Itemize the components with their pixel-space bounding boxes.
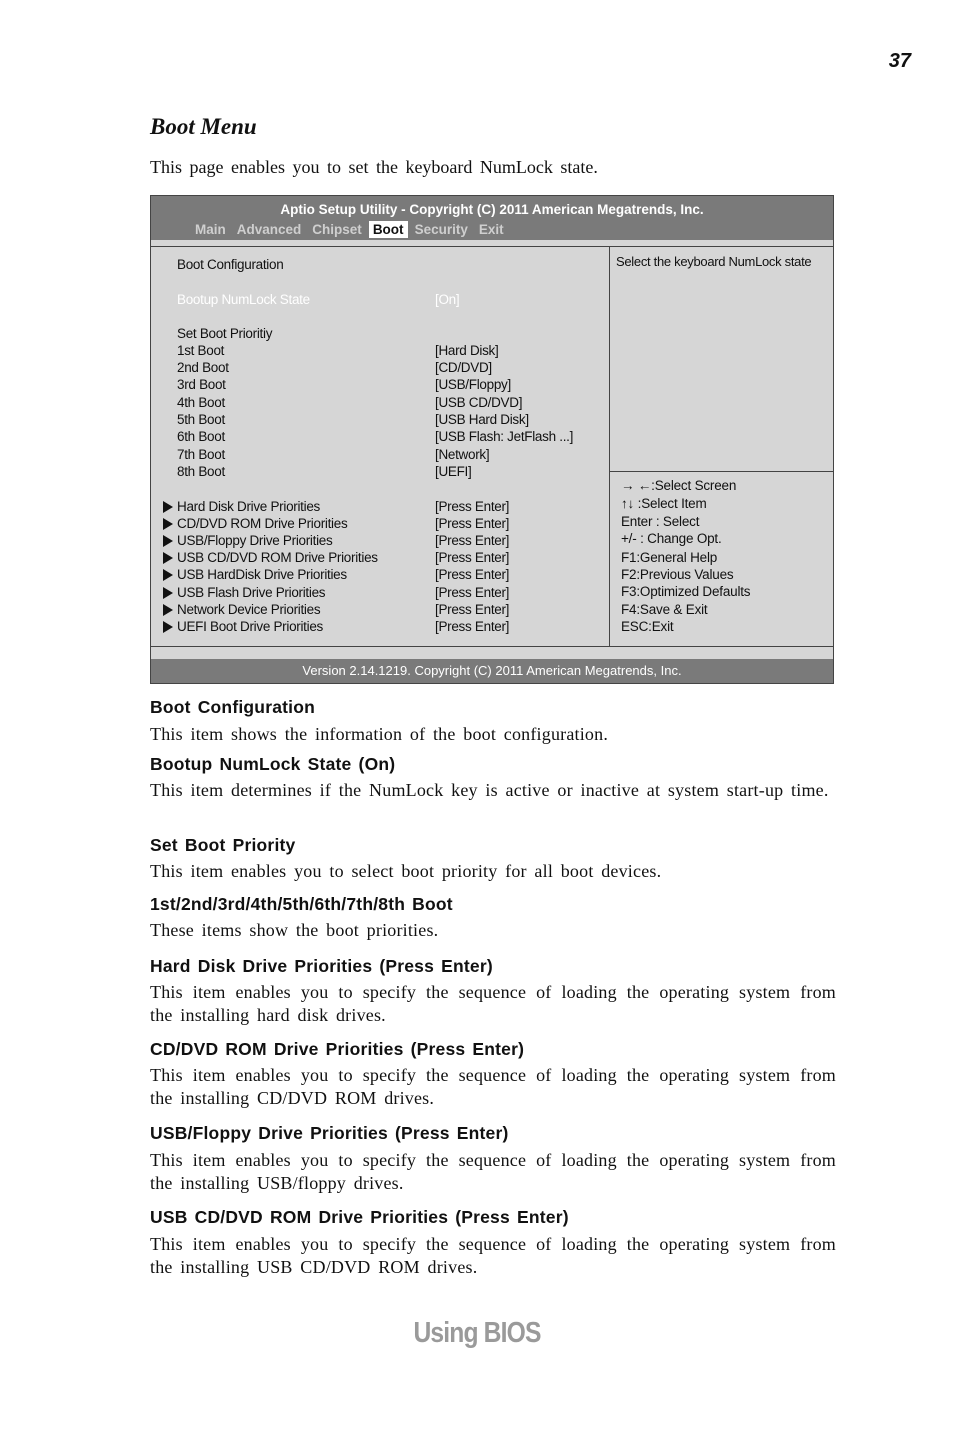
key-esc-exit: ESC:Exit — [621, 619, 674, 634]
tab-exit[interactable]: Exit — [478, 222, 504, 237]
row-label: 4th Boot — [177, 395, 225, 410]
key-f2-previous-values: F2:Previous Values — [621, 567, 734, 582]
body-usb-floppy-drive-priorities: This item enables you to specify the sequence of loading the operating system from the installing USB/floppy drives. — [150, 1150, 836, 1193]
row-value: [Press Enter] — [435, 499, 510, 514]
row-value: [Press Enter] — [435, 516, 510, 531]
bios-bottom-divider — [151, 646, 833, 659]
key-select-item: ↑↓ :Select Item — [621, 496, 707, 511]
row-usb-harddisk-drive-priorities[interactable] — [177, 567, 510, 582]
submenu-arrow-icon — [163, 535, 173, 547]
bios-tab-bar — [191, 221, 511, 238]
heading-usb-cd-dvd-rom-drive-priorities: USB CD/DVD ROM Drive Priorities (Press Enter) — [150, 1207, 569, 1227]
row-label: 6th Boot — [177, 429, 225, 444]
submenu-arrow-icon — [163, 569, 173, 581]
row-value: [CD/DVD] — [435, 360, 492, 375]
row-value: [Press Enter] — [435, 550, 510, 565]
row-6th-boot[interactable] — [177, 429, 574, 444]
body-set-boot-priority: This item enables you to select boot priority for all boot devices. — [150, 861, 662, 881]
row-usb-flash-drive-priorities[interactable] — [177, 585, 510, 600]
tab-security[interactable]: Security — [414, 222, 468, 237]
row-4th-boot[interactable] — [177, 395, 523, 410]
key-enter-select: Enter : Select — [621, 514, 700, 529]
row-label: 3rd Boot — [177, 377, 226, 392]
row-value: [Press Enter] — [435, 619, 510, 634]
row-label: Set Boot Prioritiy — [177, 326, 273, 341]
row-value: [Press Enter] — [435, 567, 510, 582]
key-change-opt: +/- : Change Opt. — [621, 531, 722, 546]
row-cd-dvd-rom-drive-priorities[interactable] — [177, 516, 510, 531]
row-label: USB Flash Drive Priorities — [177, 585, 326, 600]
heading-boot-configuration: Boot Configuration — [150, 697, 316, 717]
row-label: 1st Boot — [177, 343, 225, 358]
row-uefi-boot-drive-priorities[interactable] — [177, 619, 510, 634]
key-f4-save-exit: F4:Save & Exit — [621, 602, 708, 617]
body-bootup-numlock-state: This item determines if the NumLock key is active or inactive at system start-up time. — [150, 780, 829, 800]
row-label: CD/DVD ROM Drive Priorities — [177, 516, 348, 531]
bios-key-legend — [610, 472, 834, 646]
row-value: [USB Flash: JetFlash ...] — [435, 429, 574, 444]
body-boot-order: These items show the boot priorities. — [150, 920, 439, 940]
body-boot-configuration: This item shows the information of the boot configuration. — [150, 724, 609, 744]
bios-title: Aptio Setup Utility - Copyright (C) 2011 American Megatrends, Inc. — [280, 202, 704, 217]
row-network-device-priorities[interactable] — [177, 602, 510, 617]
heading-usb-floppy-drive-priorities: USB/Floppy Drive Priorities (Press Enter) — [150, 1123, 509, 1143]
row-7th-boot[interactable] — [177, 447, 490, 462]
row-8th-boot[interactable] — [177, 464, 472, 479]
row-value: [Press Enter] — [435, 533, 510, 548]
key-select-screen: → ←:Select Screen — [621, 478, 737, 493]
row-value: [Hard Disk] — [435, 343, 499, 358]
tab-chipset[interactable]: Chipset — [312, 222, 362, 237]
row-hard-disk-drive-priorities[interactable] — [177, 499, 510, 514]
row-label: 2nd Boot — [177, 360, 229, 375]
row-1st-boot[interactable] — [177, 343, 499, 358]
row-label: Network Device Priorities — [177, 602, 321, 617]
row-value: [Network] — [435, 447, 490, 462]
submenu-arrow-icon — [163, 621, 173, 633]
heading-bootup-numlock-state: Bootup NumLock State (On) — [150, 754, 396, 774]
bios-screenshot — [150, 195, 834, 684]
row-set-boot-priority — [177, 326, 272, 341]
help-text: Select the keyboard NumLock state — [616, 254, 812, 269]
row-label: USB/Floppy Drive Priorities — [177, 533, 333, 548]
submenu-arrow-icon — [163, 604, 173, 616]
row-label: 7th Boot — [177, 447, 225, 462]
row-value: [USB Hard Disk] — [435, 412, 529, 427]
body-cd-dvd-rom-drive-priorities: This item enables you to specify the sequence of loading the operating system from the installing CD/DVD ROM drives. — [150, 1065, 836, 1108]
row-bootup-numlock-state[interactable] — [177, 292, 460, 307]
row-value: [UEFI] — [435, 464, 472, 479]
key-f1-general-help: F1:General Help — [621, 550, 718, 565]
tab-advanced[interactable]: Advanced — [236, 222, 302, 237]
submenu-arrow-icon — [163, 587, 173, 599]
bios-help-panel — [610, 247, 834, 472]
row-label: Boot Configuration — [177, 257, 284, 272]
bios-divider — [151, 240, 833, 247]
row-label: Bootup NumLock State — [177, 292, 310, 307]
row-label: USB HardDisk Drive Priorities — [177, 567, 347, 582]
row-boot-configuration — [177, 257, 283, 272]
section-title: Boot Menu — [150, 114, 257, 139]
row-value: [Press Enter] — [435, 602, 510, 617]
heading-hard-disk-drive-priorities: Hard Disk Drive Priorities (Press Enter) — [150, 956, 493, 976]
row-3rd-boot[interactable] — [177, 377, 511, 392]
row-label: 8th Boot — [177, 464, 225, 479]
tab-boot[interactable]: Boot — [369, 221, 408, 238]
heading-boot-order: 1st/2nd/3rd/4th/5th/6th/7th/8th Boot — [150, 894, 453, 914]
body-hard-disk-drive-priorities: This item enables you to specify the sequence of loading the operating system from the installing hard disk drives. — [150, 982, 836, 1025]
row-usb-floppy-drive-priorities[interactable] — [177, 533, 510, 548]
row-usb-cd-dvd-rom-drive-priorities[interactable] — [177, 550, 510, 565]
row-value: [USB CD/DVD] — [435, 395, 523, 410]
row-value: [USB/Floppy] — [435, 377, 511, 392]
row-label: USB CD/DVD ROM Drive Priorities — [177, 550, 378, 565]
row-label: UEFI Boot Drive Priorities — [177, 619, 323, 634]
row-value: [Press Enter] — [435, 585, 510, 600]
tab-main[interactable]: Main — [195, 222, 226, 237]
row-5th-boot[interactable] — [177, 412, 529, 427]
row-value: [On] — [435, 292, 460, 307]
key-f3-optimized-defaults: F3:Optimized Defaults — [621, 584, 751, 599]
submenu-arrow-icon — [163, 501, 173, 513]
intro-text: This page enables you to set the keyboard NumLock state. — [150, 157, 598, 177]
bios-header — [151, 196, 833, 240]
submenu-arrow-icon — [163, 518, 173, 530]
bios-settings-panel — [151, 247, 610, 646]
body-usb-cd-dvd-rom-drive-priorities: This item enables you to specify the sequence of loading the operating system from the installing USB CD/DVD ROM drives. — [150, 1234, 836, 1277]
bios-version-footer: Version 2.14.1219. Copyright (C) 2011 American Megatrends, Inc. — [151, 659, 833, 683]
row-label: 5th Boot — [177, 412, 225, 427]
page-number: 37 — [888, 50, 911, 72]
heading-cd-dvd-rom-drive-priorities: CD/DVD ROM Drive Priorities (Press Enter) — [150, 1039, 525, 1059]
chapter-footer-title: Using BIOS — [413, 1317, 541, 1349]
submenu-arrow-icon — [163, 552, 173, 564]
row-2nd-boot[interactable] — [177, 360, 492, 375]
heading-set-boot-priority: Set Boot Priority — [150, 835, 296, 855]
row-label: Hard Disk Drive Priorities — [177, 499, 320, 514]
